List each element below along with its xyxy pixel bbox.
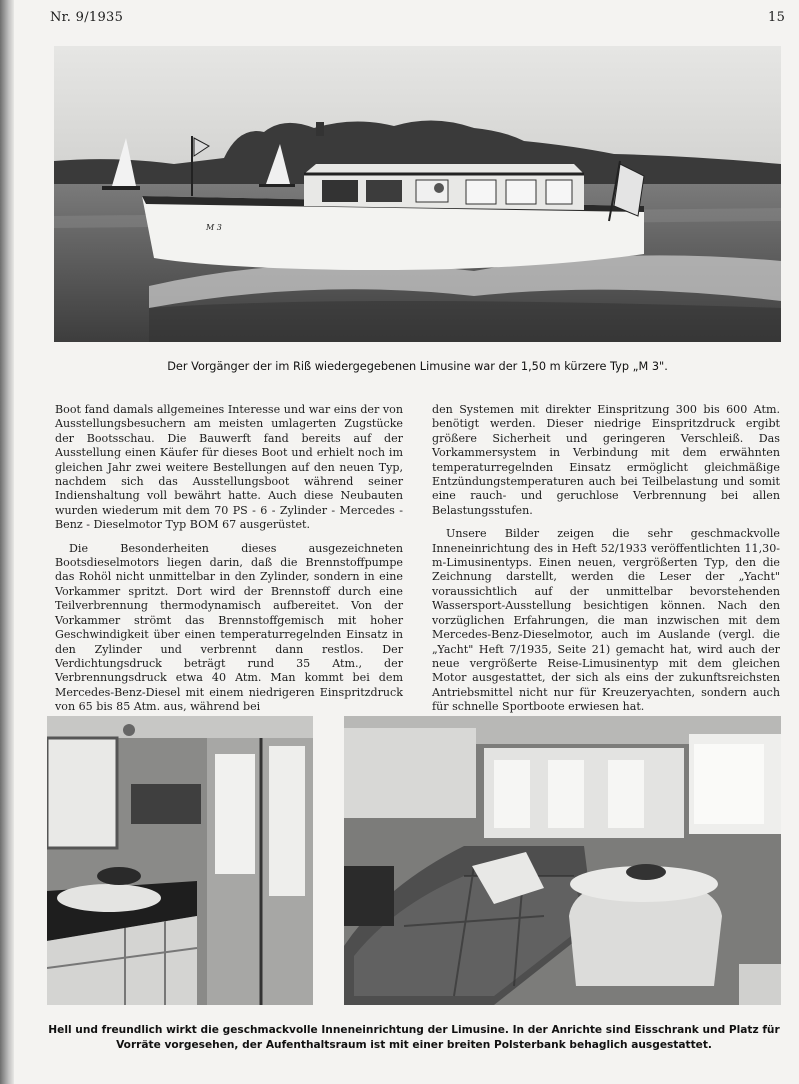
- paragraph: Boot fand damals allgemeines Interesse und war eins der von Ausstellungsbesuchern am meisten umlagerten Zugstücke der Bootsschau. Die Bauwerft fand bereits auf der Ausstellung einen Käufer für dieses Boot und erhielt noch im gleichen Jahr zwei weitere Bestellungen auf den neuen Typ, nachdem sich das Ausstellungsboot während seiner Indienshaltung voll bewährt hatte. Auch diese Neubauten wurden wiederum mit dem 70 PS - 6 - Zylinder - Mercedes - Benz - Dieselmotor Typ BOM 67 ausgerüstet.: [55, 403, 403, 532]
- paragraph: Die Besonderheiten dieses ausgezeichneten Bootsdieselmotors liegen darin, daß die Brennstoffpumpe das Rohöl nicht unmittelbar in den Zylinder, sondern in eine Vorkammer spritzt. Dort wird der Brennstoff durch eine Teilverbrennung thermodynamisch aufbereitet. Von der Vorkammer strömt das Brennstoffgemisch mit hoher Geschwindigkeit über einen temperaturregelnden Einsatz in den Zylinder und verbrennt dann restlos. Der Verdichtungsdruck beträgt rund 35 Atm., der Verbrennungsdruck etwa 40 Atm. Man kommt bei dem Mercedes-Benz-Diesel mit einem niedrigeren Einspritzdruck von 65 bis 85 Atm. aus, während bei: [55, 541, 403, 714]
- bottom-photos-caption: [47, 1023, 781, 1053]
- boat-photo: [54, 46, 781, 342]
- right-text-column: [432, 403, 780, 724]
- page-gutter-shadow: [0, 0, 14, 1084]
- issue-number: Nr. 9/1935: [50, 10, 124, 25]
- top-photo-caption: Der Vorgänger der im Riß wiedergegebenen Limusine war der 1,50 m kürzere Typ „M 3".: [167, 360, 668, 373]
- lounge-photo: [344, 716, 781, 1005]
- boat-label: M 3: [206, 223, 222, 232]
- bottom-caption-line-1: Hell und freundlich wirkt die geschmackvolle Inneneinrichtung der Limusine. In der Anrichte sind Eisschrank und Platz für: [48, 1024, 780, 1036]
- galley-photo: [47, 716, 313, 1005]
- left-text-column: [55, 403, 403, 724]
- page-number: 15: [768, 10, 786, 25]
- bottom-caption-line-2: Vorräte vorgesehen, der Aufenthaltsraum ist mit einer breiten Polsterbank behaglich ausgestattet.: [116, 1039, 712, 1051]
- paragraph: den Systemen mit direkter Einspritzung 300 bis 600 Atm. benötigt werden. Dieser niedrige Einspritzdruck ergibt größere Sicherheit und geringeren Verschleiß. Das Vorkammersystem in Verbindung mit dem erwähnten temperaturregelnden Einsatz ermöglicht gleichmäßige Entzündungstemperaturen auch bei Teilbelastung und somit eine rauch- und geruchlose Verbrennung bei allen Belastungsstufen.: [432, 403, 780, 517]
- paragraph: Unsere Bilder zeigen die sehr geschmackvolle Inneneinrichtung des in Heft 52/1933 veröffentlichten 11,30-m-Limusinentyps. Einen neuen, vergrößerten Typ, den die Zeichnung darstellt, werden die Leser der „Yacht" voraussichtlich auf der unmittelbar bevorstehenden Wassersport-Ausstellung besichtigen können. Nach den vorzüglichen Erfahrungen, die man inzwischen mit dem Mercedes-Benz-Dieselmotor, auch im Auslande (vergl. die „Yacht" Heft 7/1935, Seite 21) gemacht hat, wird auch der neue vergrößerte Reise-Limusinentyp mit dem gleichen Motor ausgestattet, der sich als eins der zukunftsreichsten Antriebsmittel nicht nur für Kreuzeryachten, sondern auch für schnelle Sportboote erwiesen hat.: [432, 527, 780, 714]
